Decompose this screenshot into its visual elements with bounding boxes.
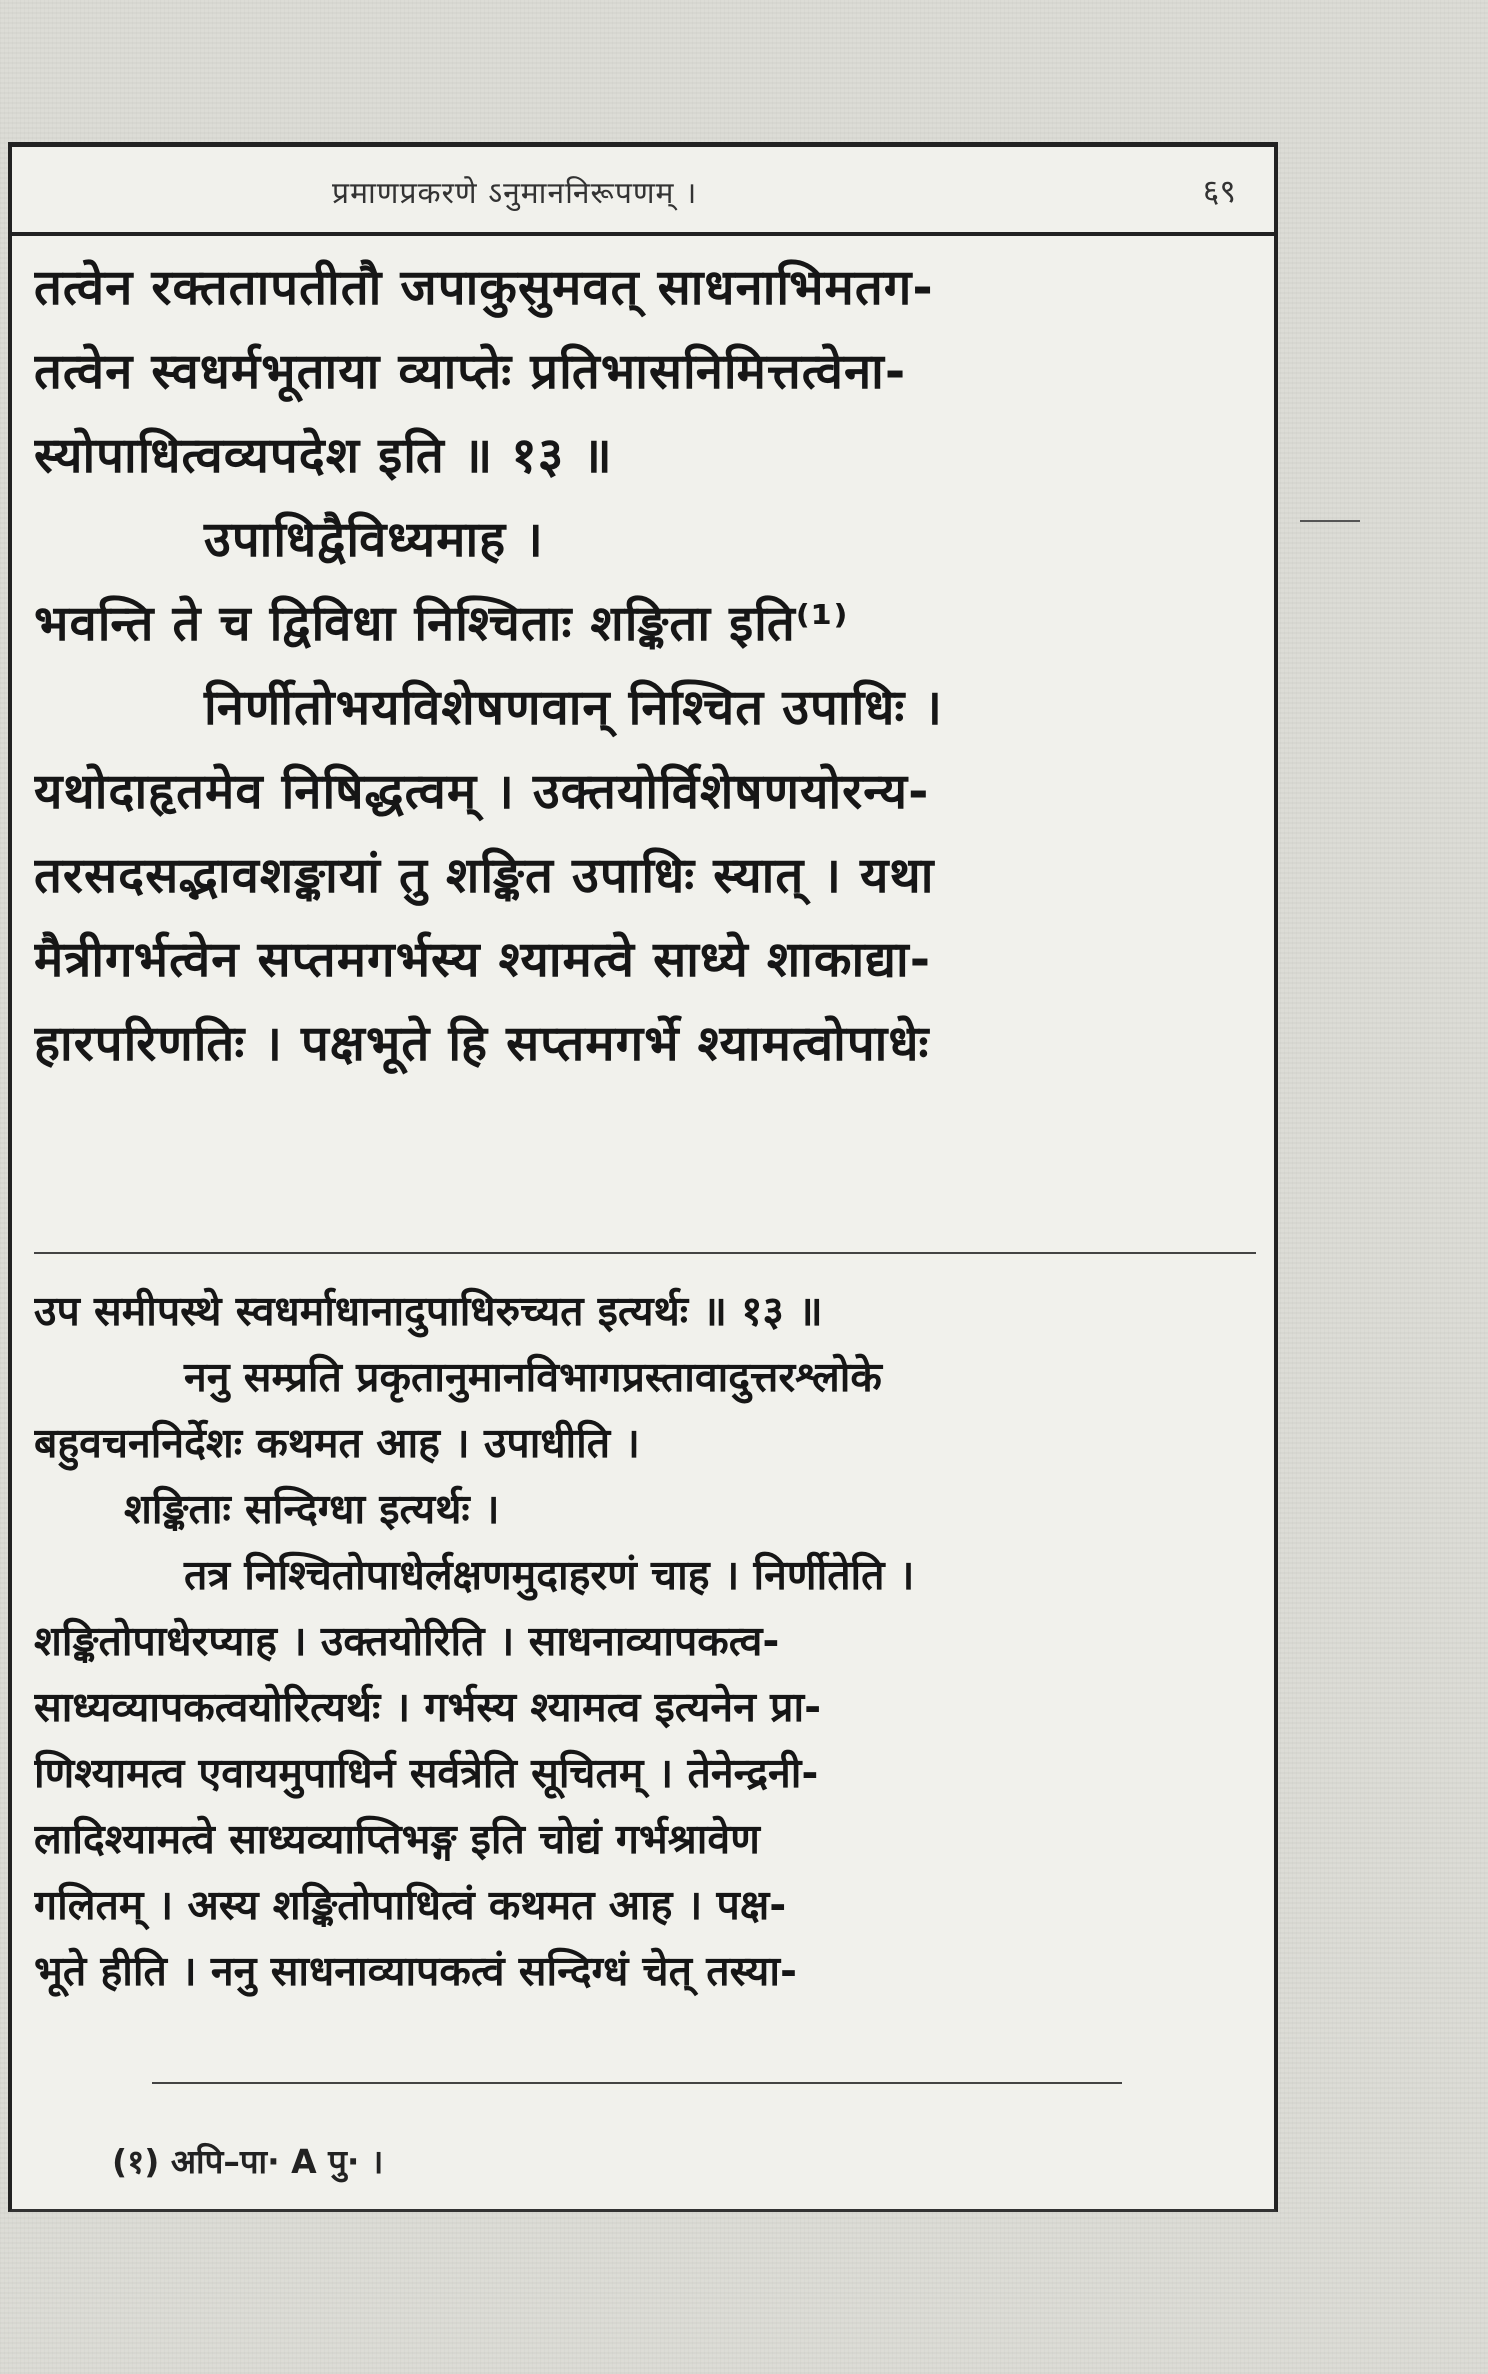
commentary-line: ननु सम्प्रति प्रकृतानुमानविभागप्रस्तावादुत्तरश्लोके — [184, 1353, 882, 1401]
margin-mark — [1300, 520, 1360, 522]
main-text-line: हारपरिणतिः । पक्षभूते हि सप्तमगर्भे श्यामत्वोपाधेः — [34, 1015, 930, 1072]
footnote-divider — [152, 2082, 1122, 2084]
main-text-line: निर्णीतोभयविशेषणवान् निश्चित उपाधिः । — [204, 679, 943, 736]
commentary-line: साध्यव्यापकत्वयोरित्यर्थः । गर्भस्य श्यामत्व इत्यनेन प्रा- — [34, 1683, 822, 1731]
page-number: ६९ — [1202, 172, 1236, 210]
commentary-line: बहुवचननिर्देशः कथमत आह । उपाधीति । — [34, 1419, 640, 1467]
commentary-line: भूते हीति । ननु साधनाव्यापकत्वं सन्दिग्धं चेत् तस्या- — [34, 1947, 797, 1995]
main-text-line: स्योपाधित्वव्यपदेश इति ॥ १३ ॥ — [34, 427, 613, 484]
text-divider — [34, 1252, 1256, 1254]
commentary-text — [34, 1278, 1256, 2004]
commentary-line: णिश्यामत्व एवायमुपाधिर्न सर्वत्रेति सूचितम् । तेनेन्द्रनी- — [34, 1749, 819, 1797]
commentary-line: शङ्कितोपाधेरप्याह । उक्तयोरिति । साधनाव्यापकत्व- — [34, 1617, 780, 1665]
running-title: प्रमाणप्रकरणे ऽनुमाननिरूपणम् । — [332, 176, 698, 211]
main-text-line: तरसदसद्भावशङ्कायां तु शङ्कित उपाधिः स्यात् । यथा — [34, 847, 935, 904]
commentary-line: उप समीपस्थे स्वधर्माधानादुपाधिरुच्यत इत्यर्थः ॥ १३ ॥ — [34, 1287, 823, 1335]
main-text-line: उपाधिद्वैविध्यमाह । — [204, 511, 544, 568]
main-text-line: भवन्ति ते च द्विविधा निश्चिताः शङ्किता इति⁽¹⁾ — [34, 595, 849, 652]
commentary-line: लादिश्यामत्वे साध्यव्याप्तिभङ्ग इति चोद्यं गर्भश्रावेण — [34, 1815, 760, 1863]
main-text-line: मैत्रीगर्भत्वेन सप्तमगर्भस्य श्यामत्वे साध्ये शाकाद्या- — [34, 931, 932, 988]
main-text-line: तत्वेन रक्ततापतीतौ जपाकुसुमवत् साधनाभिमतग- — [34, 259, 934, 316]
page-header — [12, 142, 1274, 236]
book-page — [8, 142, 1278, 2212]
footnote: (१) अपि–पा· A पु· । — [112, 2142, 384, 2181]
commentary-line: शङ्किताः सन्दिग्धा इत्यर्थः । — [124, 1485, 500, 1533]
main-text-line: तत्वेन स्वधर्मभूताया व्याप्तेः प्रतिभासनिमित्तत्वेना- — [34, 343, 907, 400]
commentary-line: तत्र निश्चितोपाधेर्लक्षणमुदाहरणं चाह । निर्णीतेति । — [184, 1551, 915, 1599]
main-text-line: यथोदाहृतमेव निषिद्धत्वम् । उक्तयोर्विशेषणयोरन्य- — [34, 763, 930, 820]
commentary-line: गलितम् । अस्य शङ्कितोपाधित्वं कथमत आह । पक्ष- — [34, 1881, 787, 1929]
main-text — [34, 246, 1256, 1086]
